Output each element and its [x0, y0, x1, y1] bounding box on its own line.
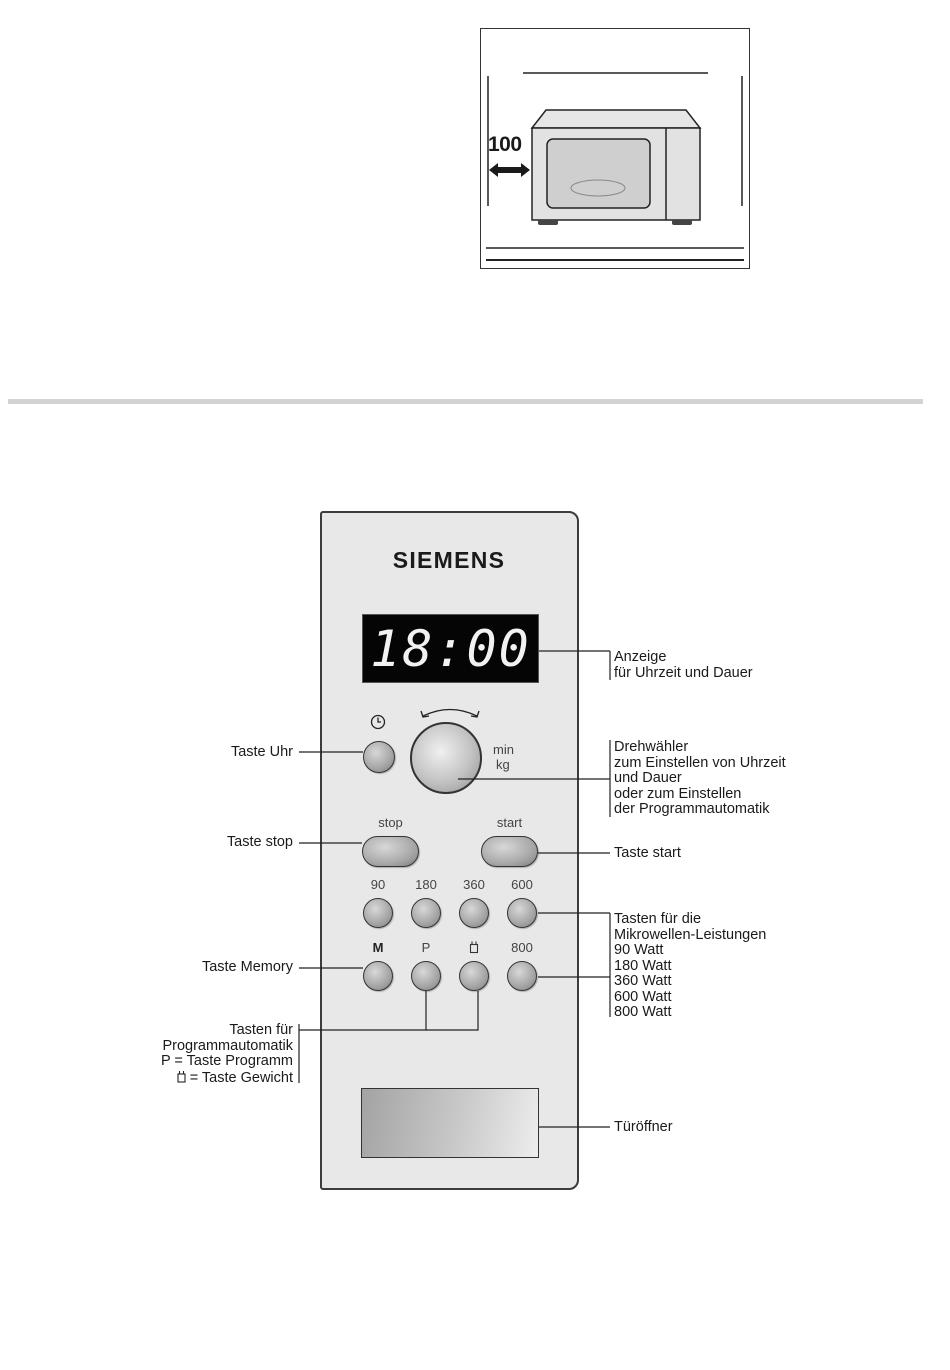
start-label: start	[496, 815, 523, 830]
callout-stop: Taste stop	[226, 834, 293, 850]
power-label-360: 360	[463, 877, 485, 892]
callout-start: Taste start	[614, 845, 681, 861]
callout-display: Anzeige für Uhrzeit und Dauer	[614, 649, 753, 681]
program-label: P	[421, 940, 431, 955]
callout-door-opener: Türöffner	[614, 1119, 673, 1135]
clearance-value: 100	[488, 133, 522, 156]
brand-logo: SIEMENS	[392, 547, 506, 573]
knob-unit-min: min	[493, 742, 514, 757]
weight-icon	[176, 1070, 187, 1083]
stop-label: stop	[378, 815, 403, 830]
callout-clock: Taste Uhr	[230, 744, 293, 760]
knob-unit-kg: kg	[496, 757, 510, 772]
display-time: 18:00	[370, 620, 531, 678]
callout-program: Tasten für Programmautomatik P = Taste Programm = Taste Gewicht	[160, 1022, 293, 1086]
power-label-90: 90	[370, 877, 386, 892]
callout-memory: Taste Memory	[201, 959, 293, 975]
memory-label: M	[372, 940, 384, 955]
power-label-600: 600	[511, 877, 533, 892]
callout-rotary-knob: Drehwähler zum Einstellen von Uhrzeit und Dauer oder zum Einstellen der Programmautomatik	[614, 739, 786, 817]
power-label-180: 180	[415, 877, 437, 892]
callout-power: Tasten für die Mikrowellen-Leistungen 90 Watt 180 Watt 360 Watt 600 Watt 800 Watt	[614, 911, 767, 1020]
power-label-800: 800	[511, 940, 533, 955]
